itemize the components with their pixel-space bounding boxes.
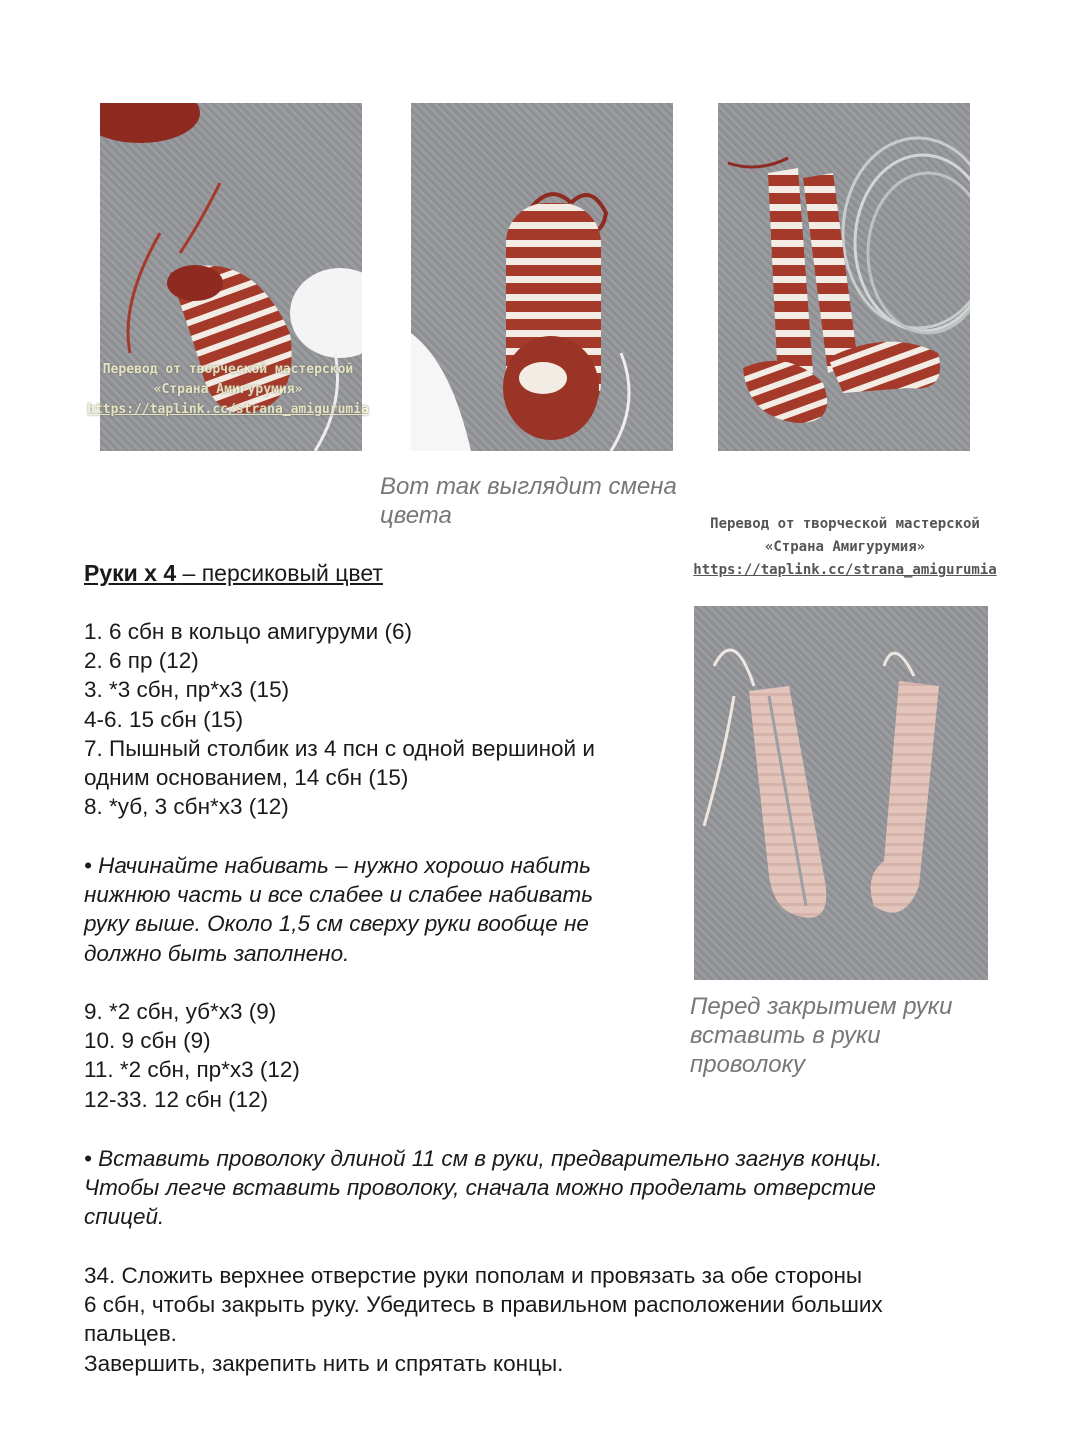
step-line: 10. 9 сбн (9)	[84, 1028, 211, 1054]
step-line: 11. *2 сбн, пр*х3 (12)	[84, 1057, 300, 1083]
leg-color-change-photo	[411, 103, 673, 451]
step-line: 7. Пышный столбик из 4 псн с одной вершиной и	[84, 735, 595, 761]
step-line: одним основанием, 14 сбн (15)	[84, 765, 409, 791]
step-34: 34. Сложить верхнее отверстие руки пополам и провязать за обе стороны 6 сбн, чтобы закрыть руку. Убедитесь в правильном расположении больших пальцев.	[84, 1263, 883, 1347]
two-legs-wire-photo	[718, 103, 970, 451]
step-line: 8. *уб, 3 сбн*х3 (12)	[84, 794, 289, 820]
leg-color-change-image	[411, 103, 673, 451]
arms-with-wire-image	[694, 606, 988, 980]
steps-1-8	[84, 617, 595, 821]
step-line: 12-33. 12 сбн (12)	[84, 1086, 269, 1112]
step-line: 2. 6 пр (12)	[84, 648, 199, 674]
step-line: 3. *3 сбн, пр*х3 (15)	[84, 677, 290, 703]
taplink-link[interactable]: https://taplink.cc/strana_amigurumia	[693, 562, 997, 578]
step-line: 4-6. 15 сбн (15)	[84, 706, 244, 732]
finish-instruction: Завершить, закрепить нить и спрятать концы.	[84, 1351, 564, 1376]
two-legs-wire-image	[718, 103, 970, 451]
color-change-caption: Вот так выглядит смена цвета	[380, 473, 677, 529]
wire-note: • Вставить проволоку длиной 11 см в руки, предварительно загнув концы. Чтобы легче вставить проволоку, сначала можно проделать отверстие спицей.	[84, 1146, 883, 1230]
translation-watermark: Перевод от творческой мастерской «Страна Амигурумия» https://taplink.cc/strana_amigurumia	[690, 513, 1000, 582]
section-heading: Руки х 4 – персиковый цвет	[84, 560, 383, 586]
photo-watermark: Перевод от творческой мастерской «Страна Амигурумия» https://taplink.cc/strana_amigurumia	[87, 362, 369, 417]
step-line: 9. *2 сбн, уб*х3 (9)	[84, 999, 277, 1024]
arms-with-wire-photo	[694, 606, 988, 980]
wire-caption: Перед закрытием руки вставить в руки проволоку	[690, 993, 953, 1078]
step-line: 1. 6 сбн в кольцо амигуруми (6)	[84, 619, 412, 644]
stuffing-note: • Начинайте набивать – нужно хорошо набить нижнюю часть и все слабее и слабее набивать руку выше. Около 1,5 см сверху руки вообще не должно быть заполнено.	[84, 853, 594, 966]
steps-9-33	[84, 997, 300, 1114]
